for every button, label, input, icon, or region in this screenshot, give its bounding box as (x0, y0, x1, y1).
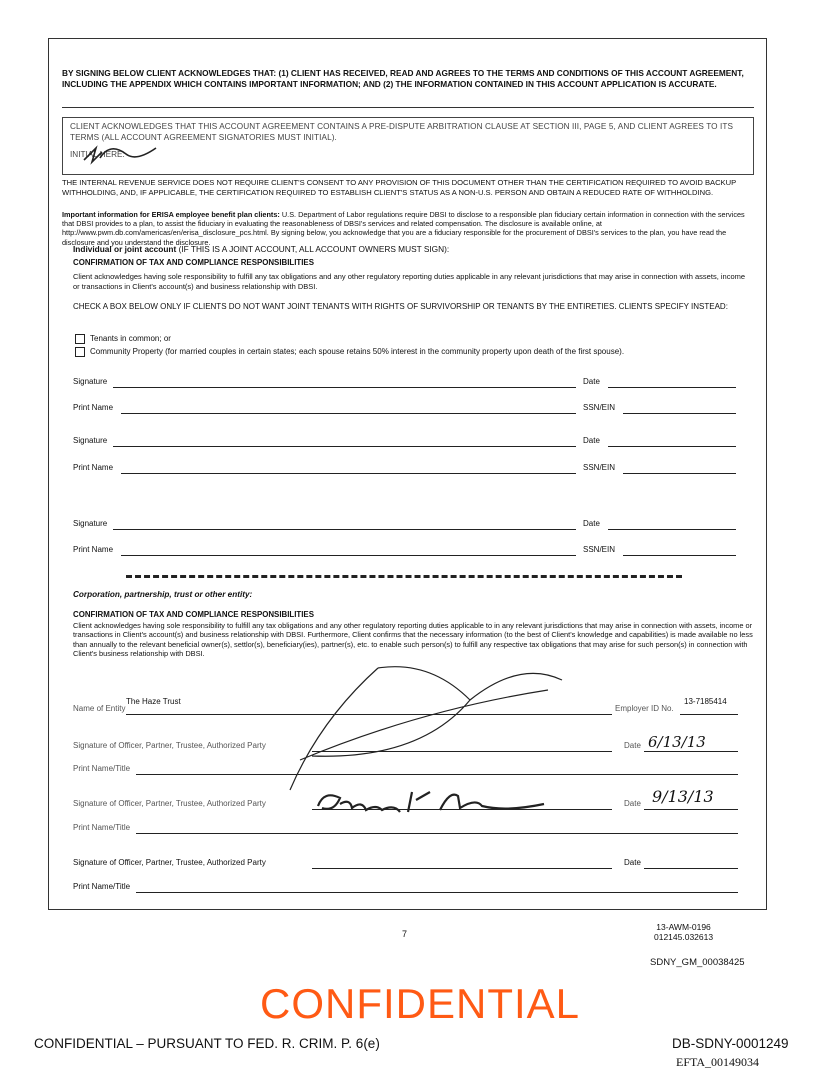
arbitration-text: CLIENT ACKNOWLEDGES THAT THIS ACCOUNT AGREEMENT CONTAINS A PRE-DISPUTE ARBITRATION CLAUSE AT SECTION III, PAGE 5, AND CLIENT AGREES TO ITS TERMS (ALL ACCOUNT AGREEMENT SIGNATORIES MUST INITIAL). (70, 122, 734, 142)
officer-signature-label-1: Signature of Officer, Partner, Trustee, Authorized Party (73, 741, 266, 750)
check-instruction: CHECK A BOX BELOW ONLY IF CLIENTS DO NOT WANT JOINT TENANTS WITH RIGHTS OF SURVIVORSHIP OR TENANTS BY THE ENTIRETIES. CLIENTS SPECIFY INSTEAD: (73, 302, 728, 311)
erisa-body: U.S. Department of Labor regulations require DBSI to disclose to a responsible plan fiduciary certain information in connection with the services that DBSI provides to a plan, to assist the fiduciary in evaluating the reasonableness of DBSI's services and related compensation. The disclosure is available online, at http://www.pwm.db.com/americas/en/erisa_disclosure_pcs.html. By signing below, you acknowledge that you are a fiduciary responsible for the procurement of DBSI's services to the plan, you have read the disclosure and you understand the disclosure. (62, 210, 745, 247)
officer-print-name-label-2: Print Name/Title (73, 823, 131, 832)
employer-id-label: Employer ID No. (615, 704, 674, 713)
employer-id-value[interactable]: 13-7185414 (684, 697, 727, 706)
form-code (654, 922, 713, 942)
officer-date-label-1: Date (624, 741, 641, 750)
signature-label-2: Signature (73, 436, 108, 445)
individual-heading-title: Individual or joint account (73, 244, 177, 254)
print-name-label-2: Print Name (73, 463, 114, 472)
officer-date-label-2: Date (624, 799, 641, 808)
confidential-note: CONFIDENTIAL – PURSUANT TO FED. R. CRIM. P. 6(e) (34, 1036, 380, 1051)
form-code-line-2: 012145.032613 (654, 932, 714, 942)
erisa-lead: Important information for ERISA employee benefit plan clients: (62, 210, 280, 219)
entity-value[interactable]: The Haze Trust (126, 697, 181, 706)
officer-date-label-3: Date (624, 858, 641, 867)
ssn-label-3: SSN/EIN (583, 545, 616, 554)
individual-heading-note: (IF THIS IS A JOINT ACCOUNT, ALL ACCOUNT OWNERS MUST SIGN): (178, 244, 450, 254)
print-name-label-1: Print Name (73, 403, 114, 412)
db-bates: DB-SDNY-0001249 (672, 1036, 789, 1051)
sdny-bates: SDNY_GM_00038425 (650, 957, 745, 968)
form-code-line-1: 13-AWM-0196 (656, 922, 711, 932)
print-name-label-3: Print Name (73, 545, 114, 554)
initials-mark (84, 148, 156, 162)
officer-signature (318, 792, 544, 812)
ssn-label-1: SSN/EIN (583, 403, 616, 412)
officer-date-value-1[interactable]: 6/13/13 (648, 733, 706, 751)
community-property-label: Community Property (for married couples in certain states; each spouse retains 50% interest in the community property upon death of the first spouse). (90, 347, 625, 356)
page-number: 7 (402, 929, 408, 939)
irs-notice: THE INTERNAL REVENUE SERVICE DOES NOT REQUIRE CLIENT'S CONSENT TO ANY PROVISION OF THIS DOCUMENT OTHER THAN THE CERTIFICATION REQUIRED TO AVOID BACKUP WITHHOLDING, AND, IF APPLICABLE, THE CERTIFICATION REQUIRED TO ESTABLISH CLIENT'S STATUS AS A NON-U.S. PERSON AND OBTAIN A REDUCED RATE OF WITHHOLDING. (62, 178, 737, 197)
officer-date-value-2[interactable]: 9/13/13 (652, 787, 714, 806)
date-label-1: Date (583, 377, 600, 386)
officer-print-name-label-3: Print Name/Title (73, 882, 131, 891)
tenants-in-common-label: Tenants in common; or (90, 334, 171, 343)
signature-label-1: Signature (73, 377, 108, 386)
date-label-2: Date (583, 436, 600, 445)
officer-signature-label-3: Signature of Officer, Partner, Trustee, Authorized Party (73, 858, 266, 867)
confidential-stamp: CONFIDENTIAL (260, 980, 581, 1027)
corporate-heading: Corporation, partnership, trust or other entity: (73, 590, 253, 599)
ssn-label-2: SSN/EIN (583, 463, 616, 472)
corporate-confirmation-text: Client acknowledges having sole responsibility to fulfill any tax obligations and any other regulatory reporting duties applicable to in any relevant jurisdictions that may arise in connection with assets, income or transactions in Client's account(s) and business relationship with DBSI. Furthermore, Client confirms that the necessary information (to the best of Client's knowledge and capabilities) is made available no less than annually to the relevant beneficial owner(s), settlor(s), beneficiary(ies), partner(s), etc. to enable such person(s) to fulfill any respective tax obligations that may arise for such person(s) in connection with Client's business relationship with DBSI. (73, 621, 753, 659)
individual-confirmation-title: CONFIRMATION OF TAX AND COMPLIANCE RESPONSIBILITIES (73, 258, 314, 267)
date-label-3: Date (583, 519, 600, 528)
individual-confirmation-text: Client acknowledges having sole responsibility to fulfill any tax obligations and any other regulatory reporting duties applicable in any relevant jurisdictions that may arise in connection with assets, income or transactions in Client's account(s) and business relationship with DBSI. (73, 272, 746, 291)
officer-signature-label-2: Signature of Officer, Partner, Trustee, Authorized Party (73, 799, 266, 808)
efta-number: EFTA_00149034 (676, 1055, 760, 1069)
corporate-confirmation-title: CONFIRMATION OF TAX AND COMPLIANCE RESPONSIBILITIES (73, 610, 314, 619)
signature-label-3: Signature (73, 519, 108, 528)
officer-print-name-label-1: Print Name/Title (73, 764, 131, 773)
acknowledgement-text: BY SIGNING BELOW CLIENT ACKNOWLEDGES THAT: (1) CLIENT HAS RECEIVED, READ AND AGREES TO THE TERMS AND CONDITIONS OF THIS ACCOUNT AGREEMENT, INCLUDING THE APPENDIX WHICH CONTAINS IMPORTANT INFORMATION; AND (2) THE INFORMATION CONTAINED IN THIS ACCOUNT APPLICATION IS ACCURATE. (62, 68, 744, 89)
initial-here-label: INITIAL HERE: (70, 150, 125, 159)
scribble-signature (290, 667, 562, 790)
entity-label: Name of Entity (73, 704, 126, 713)
